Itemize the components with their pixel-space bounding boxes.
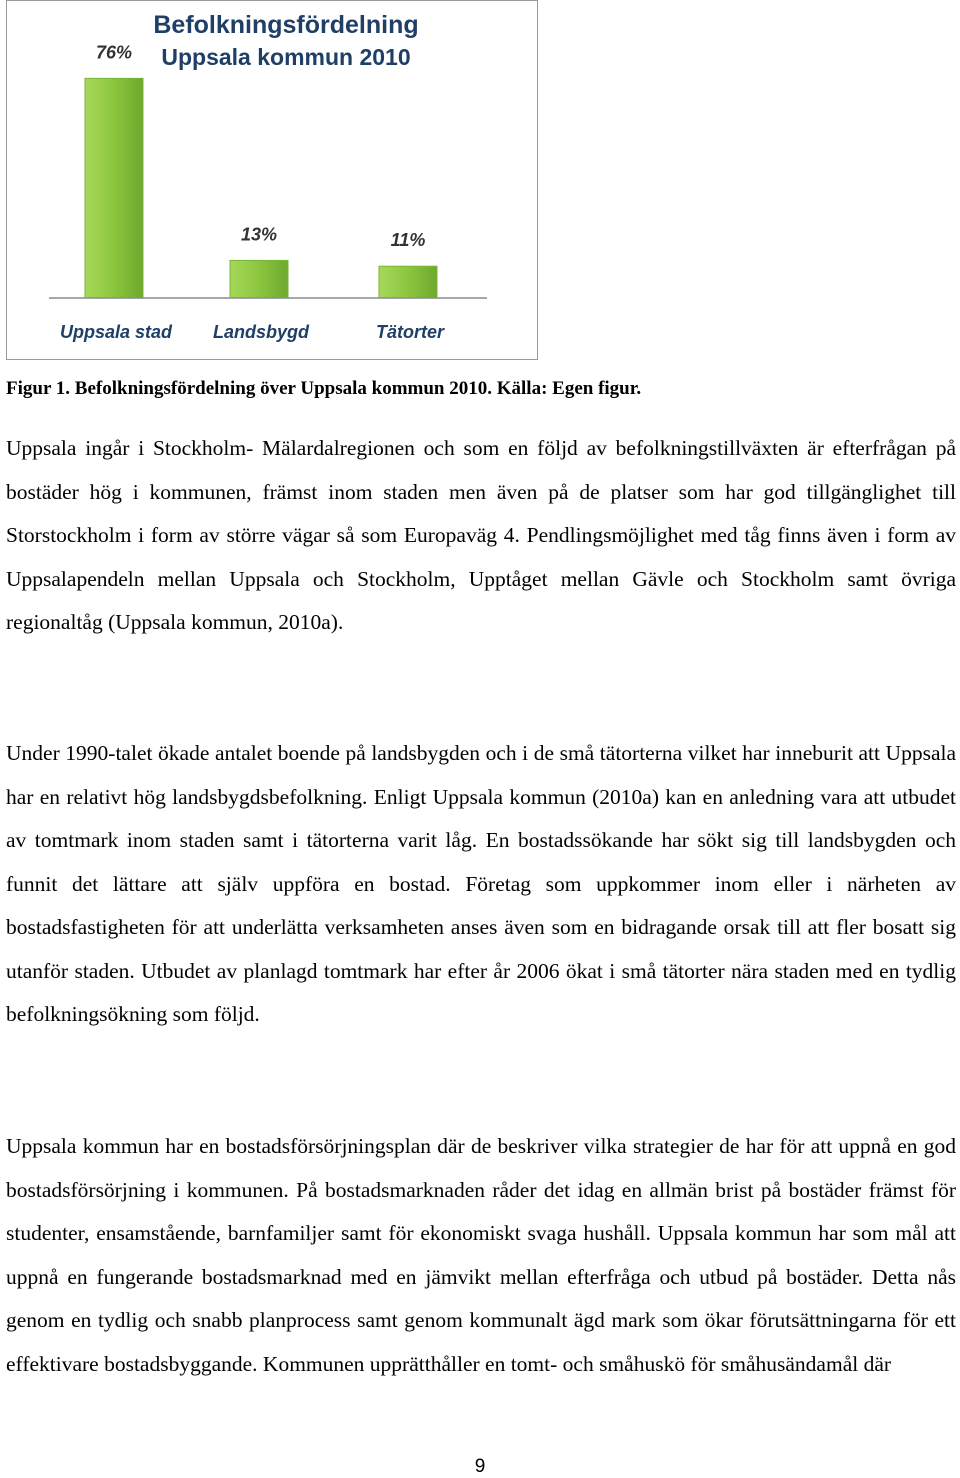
- category-label: Landsbygd: [212, 322, 310, 342]
- figure-caption: Figur 1. Befolkningsfördelning över Uppsala kommun 2010. Källa: Egen figur.: [6, 378, 642, 399]
- data-label: 13%: [240, 224, 278, 245]
- paragraph-2: Under 1990-talet ökade antalet boende på landsbygden och i de små tätorterna vilket har inneburit att Uppsala har en relativt hög landsbygdsbefolkning. Enligt Uppsala kommun (2010a) kan en anledning vara att utbudet av tomtmark inom staden samt i tätorterna varit låg. En bostadssökande har sökt sig till landsbygden och funnit det lättare att själv uppföra en bostad. Företag som uppkommer inom eller i närheten av bostadsfastigheten för att underlätta verksamheten anses även som en bidragande orsak till att fler bosatt sig utanför staden. Utbudet av planlagd tomtmark har efter år 2006 ökat i små tätorter nära staden med en tydlig befolkningsökning som följd.: [6, 741, 956, 1026]
- bar-uppsala-stad: [85, 78, 143, 298]
- data-label: 76%: [95, 42, 133, 63]
- bar-landsbygd: [230, 260, 288, 298]
- category-label: Tätorter: [375, 322, 445, 342]
- chart-title: Befolkningsfördelning: [153, 11, 419, 39]
- paragraph-3: Uppsala kommun har en bostadsförsörjningsplan där de beskriver vilka strategier de har för att uppnå en god bostadsförsörjning i kommunen. På bostadsmarknaden råder det idag en allmän brist på bostäder främst för studenter, ensamstående, barnfamiljer samt för ekonomiskt svaga hushåll. Uppsala kommun har som mål att uppnå en fungerande bostadsmarknad med en jämvikt mellan efterfråga och utbud på bostäder. Detta nås genom en tydlig och snabb planprocess samt genom kommunalt ägd mark som ökar förutsättningarna för ett effektivare bostadsbyggande. Kommunen upprätthåller en tomt- och småhuskö för småhusändamål där: [6, 1134, 956, 1376]
- paragraph-1: Uppsala ingår i Stockholm- Mälardalregionen och som en följd av befolkningstillväxten är efterfrågan på bostäder hög i kommunen, främst inom staden men även på de platser som har god tillgänglighet till Storstockholm i form av större vägar så som Europaväg 4. Pendlingsmöjlighet med tåg finns även i form av Uppsalapendeln mellan Uppsala och Stockholm, Upptåget mellan Gävle och Stockholm samt övriga regionaltåg (Uppsala kommun, 2010a).: [6, 436, 956, 634]
- page-number: 9: [474, 1456, 486, 1477]
- data-label: 11%: [390, 230, 426, 251]
- bar-chart-svg: [7, 1, 537, 359]
- population-chart: [6, 0, 538, 360]
- bar-tätorter: [379, 266, 437, 298]
- category-label: Uppsala stad: [59, 322, 173, 342]
- chart-subtitle: Uppsala kommun 2010: [161, 44, 411, 70]
